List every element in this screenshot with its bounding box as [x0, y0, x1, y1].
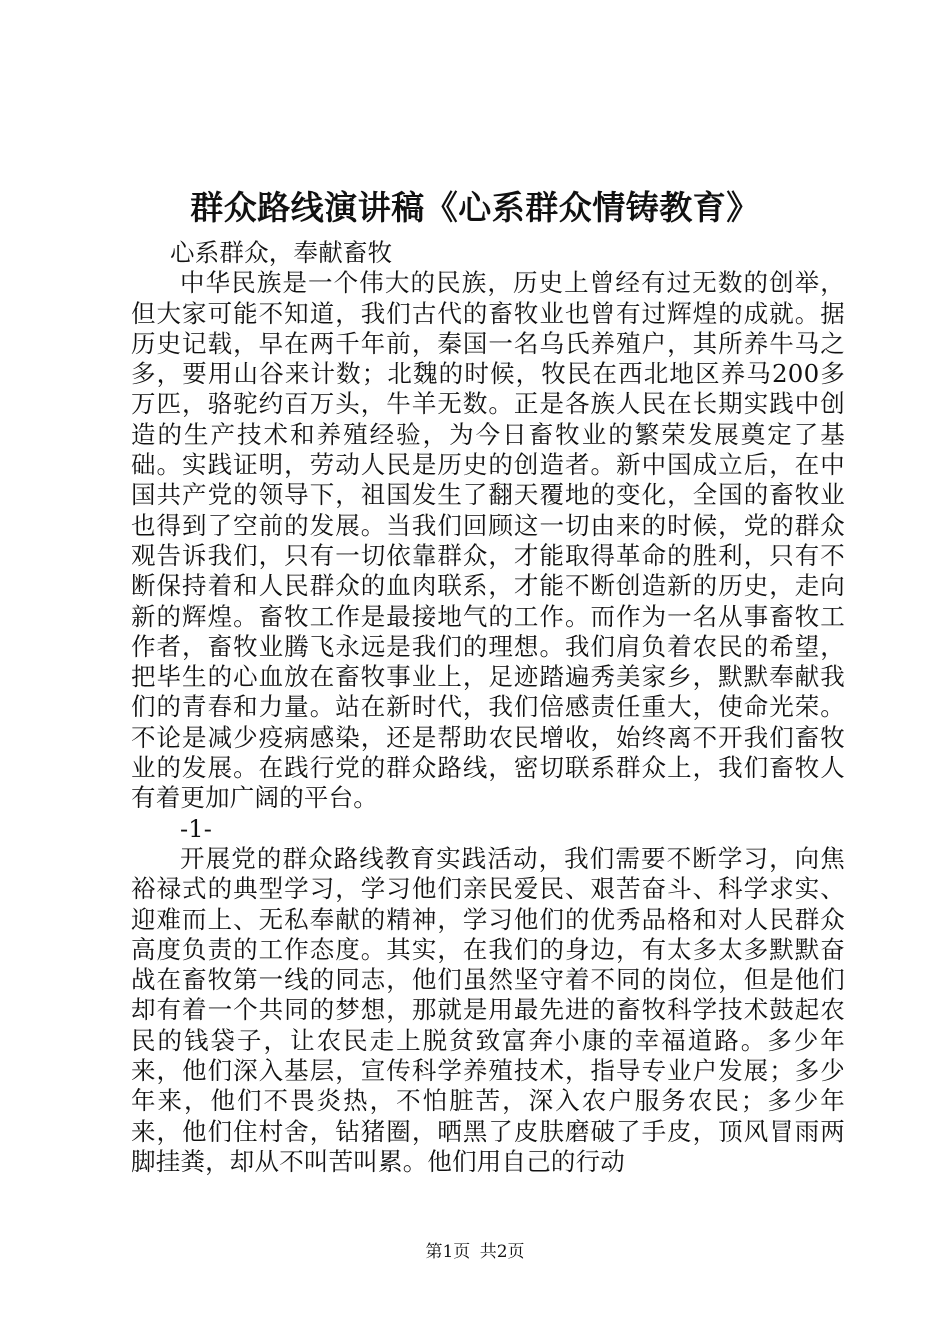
- document-body: [131, 238, 845, 1177]
- document-subtitle: 心系群众，奉献畜牧: [170, 238, 393, 267]
- footer-total-pages: 共2页: [479, 1242, 525, 1262]
- page-marker: -1-: [180, 814, 213, 843]
- paragraph-2: 开展党的群众路线教育实践活动，我们需要不断学习，向焦裕禄式的典型学习，学习他们亲民爱民、艰苦奋斗、科学求实、迎难而上、无私奉献的精神，学习他们的优秀品格和对人民群众高度负责的工作态度。其实，在我们的身边，有太多太多默默奋战在畜牧第一线的同志，他们虽然坚守着不同的岗位，但是他们却有着一个共同的梦想，那就是用最先进的畜牧科学技术鼓起农民的钱袋子，让农民走上脱贫致富奔小康的幸福道路。多少年来，他们深入基层，宣传科学养殖技术，指导专业户发展；多少年来，他们不畏炎热，不怕脏苦，深入农户服务农民；多少年来，他们住村舍，钻猪圈，晒黑了皮肤磨破了手皮，顶风冒雨两脚挂粪，却从不叫苦叫累。他们用自己的行动: [131, 843, 845, 1176]
- page-footer: [0, 1240, 950, 1264]
- paragraph-1: 中华民族是一个伟大的民族，历史上曾经有过无数的创举，但大家可能不知道，我们古代的畜牧业也曾有过辉煌的成就。据历史记载，早在两千年前，秦国一名乌氏养殖户，其所养牛马之多，要用山谷来计数；北魏的时候，牧民在西北地区养马200多万匹，骆驼约百万头，牛羊无数。正是各族人民在长期实践中创造的生产技术和养殖经验，为今日畜牧业的繁荣发展奠定了基础。实践证明，劳动人民是历史的创造者。新中国成立后，在中国共产党的领导下，祖国发生了翻天覆地的变化，全国的畜牧业也得到了空前的发展。当我们回顾这一切由来的时候，党的群众观告诉我们，只有一切依靠群众，才能取得革命的胜利，只有不断保持着和人民群众的血肉联系，才能不断创造新的历史，走向新的辉煌。畜牧工作是最接地气的工作。而作为一名从事畜牧工作者，畜牧业腾飞永远是我们的理想。我们肩负着农民的希望，把毕生的心血放在畜牧事业上，足迹踏遍秀美家乡，默默奉献我们的青春和力量。站在新时代，我们倍感责任重大，使命光荣。不论是减少疫病感染，还是帮助农民增收，始终离不开我们畜牧业的发展。在践行党的群众路线，密切联系群众上，我们畜牧人有着更加广阔的平台。: [131, 268, 845, 813]
- footer-page-number: 第1页: [425, 1242, 471, 1262]
- document-title: 群众路线演讲稿《心系群众情铸教育》: [190, 188, 760, 227]
